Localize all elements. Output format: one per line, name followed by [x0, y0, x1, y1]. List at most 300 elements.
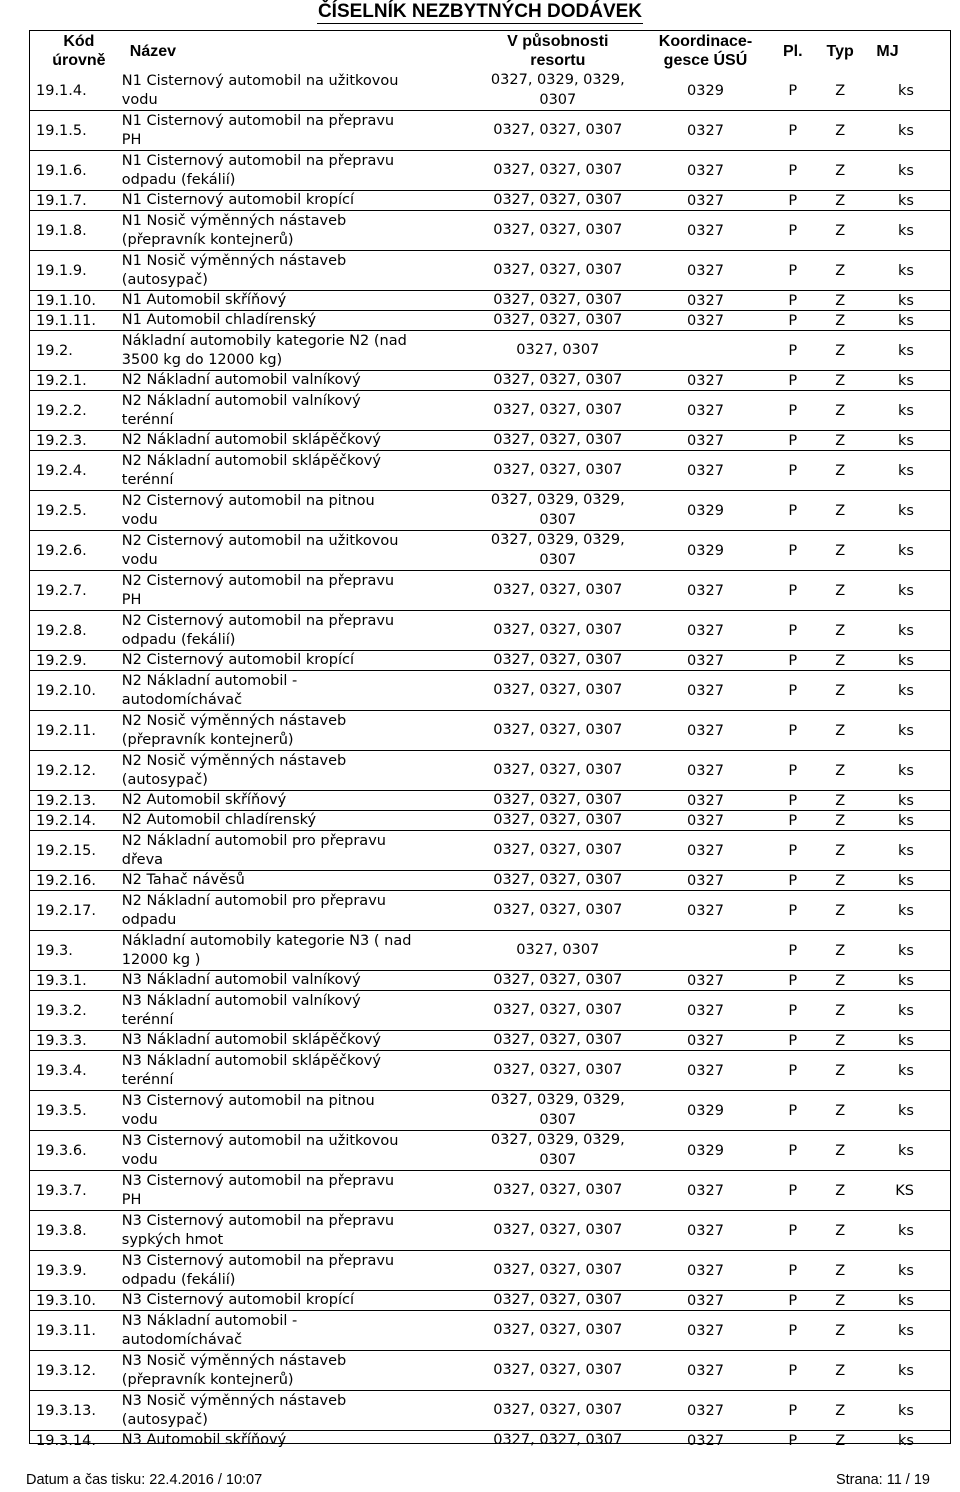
table-row: [30, 711, 950, 751]
row-pl: P: [788, 682, 798, 699]
row-mj: ks: [898, 222, 914, 239]
table-row: [30, 531, 950, 571]
row-resort: 0327, 0327, 0307: [493, 791, 623, 808]
row-typ: Z: [835, 292, 846, 309]
row-pl: P: [788, 1102, 798, 1119]
row-pl: P: [788, 502, 798, 519]
row-resort: 0327, 0329, 0329, 0307: [490, 492, 625, 528]
row-resort: 0327, 0327, 0307: [493, 1061, 623, 1078]
row-koordinace: 0327: [687, 1032, 724, 1049]
row-mj: ks: [898, 372, 914, 389]
page-footer: [26, 1472, 930, 1492]
row-mj: ks: [898, 1032, 914, 1049]
row-resort: 0327, 0329, 0329, 0307: [490, 1092, 625, 1128]
row-code: 19.3.11.: [36, 1322, 96, 1339]
row-koordinace: 0327: [687, 872, 724, 889]
row-pl: P: [788, 792, 798, 809]
row-name: N2 Nákladní automobil - autodomíchávač: [121, 672, 298, 708]
row-code: 19.2.16.: [36, 872, 96, 889]
row-pl: P: [788, 942, 798, 959]
table-row: [30, 891, 950, 931]
table-body: [30, 71, 950, 1451]
row-mj: ks: [898, 762, 914, 779]
row-typ: Z: [835, 312, 846, 329]
row-pl: P: [788, 192, 798, 209]
row-typ: Z: [835, 372, 846, 389]
row-code: 19.3.7.: [36, 1182, 87, 1199]
row-koordinace: 0327: [687, 402, 724, 419]
row-code: 19.2.1.: [36, 372, 87, 389]
row-resort: 0327, 0329, 0329, 0307: [490, 1132, 625, 1168]
row-name: N2 Cisternový automobil kropící: [121, 651, 354, 668]
row-code: 19.2.12.: [36, 762, 96, 779]
row-resort: 0327, 0329, 0329, 0307: [490, 532, 625, 568]
row-resort: 0327, 0327, 0307: [493, 191, 623, 208]
header-typ: Typ: [826, 42, 854, 60]
row-mj: ks: [898, 1222, 914, 1239]
table-row: [30, 1211, 950, 1251]
row-code: 19.3.12.: [36, 1362, 96, 1379]
row-mj: ks: [898, 432, 914, 449]
row-mj: ks: [898, 192, 914, 209]
row-mj: KS: [895, 1182, 914, 1199]
row-name: N3 Cisternový automobil na přepravu PH: [121, 1172, 395, 1208]
row-code: 19.3.9.: [36, 1262, 87, 1279]
table-row: [30, 311, 950, 331]
row-name: Nákladní automobily kategorie N3 ( nad 12000 kg ): [121, 932, 412, 968]
row-typ: Z: [835, 402, 846, 419]
row-code: 19.3.: [36, 942, 73, 959]
row-koordinace: 0327: [687, 1062, 724, 1079]
row-typ: Z: [835, 192, 846, 209]
row-typ: Z: [835, 652, 846, 669]
row-name: N3 Nákladní automobil valníkový: [121, 971, 361, 988]
row-pl: P: [788, 1433, 798, 1449]
row-pl: P: [788, 1142, 798, 1159]
row-mj: ks: [898, 1402, 914, 1419]
table-row: [30, 391, 950, 431]
row-typ: Z: [835, 1062, 846, 1079]
row-name: N2 Nákladní automobil sklápěčkový: [121, 431, 381, 448]
table-row: [30, 1351, 950, 1391]
row-mj: ks: [898, 1102, 914, 1119]
row-name: N3 Cisternový automobil na pitnou vodu: [121, 1092, 375, 1128]
row-koordinace: 0329: [687, 1142, 724, 1159]
row-name: N2 Cisternový automobil na přepravu odpadu (fekálií): [121, 612, 395, 648]
row-name: N1 Cisternový automobil kropící: [121, 191, 354, 208]
row-koordinace: 0327: [687, 432, 724, 449]
table-row: [30, 791, 950, 811]
row-resort: 0327, 0327, 0307: [493, 401, 623, 418]
row-name: Nákladní automobily kategorie N2 (nad 3500 kg do 12000 kg): [121, 332, 407, 368]
row-mj: ks: [898, 1433, 914, 1449]
row-pl: P: [788, 1032, 798, 1049]
row-resort: 0327, 0327, 0307: [493, 431, 623, 448]
row-typ: Z: [835, 1102, 846, 1119]
row-typ: Z: [835, 222, 846, 239]
header-mj: MJ: [876, 42, 899, 60]
table-row: [30, 211, 950, 251]
row-code: 19.1.11.: [36, 312, 96, 329]
row-mj: ks: [898, 122, 914, 139]
row-name: N3 Nosič výměnných nástaveb (přepravník kontejnerů): [121, 1352, 347, 1388]
row-koordinace: 0327: [687, 1292, 724, 1309]
row-koordinace: [645, 931, 767, 970]
row-name: N2 Nákladní automobil valníkový: [121, 371, 361, 388]
table-row: [30, 431, 950, 451]
row-pl: P: [788, 1222, 798, 1239]
table-row: [30, 71, 950, 111]
row-resort: 0327, 0327, 0307: [493, 621, 623, 638]
row-code: 19.2.2.: [36, 402, 87, 419]
row-name: N2 Cisternový automobil na pitnou vodu: [121, 492, 375, 528]
row-typ: Z: [835, 972, 846, 989]
table-row: [30, 1131, 950, 1171]
row-typ: Z: [835, 1402, 846, 1419]
row-name: N3 Nosič výměnných nástaveb (autosypač): [121, 1392, 347, 1428]
row-code: 19.2.: [36, 342, 73, 359]
row-koordinace: 0327: [687, 972, 724, 989]
row-typ: Z: [835, 122, 846, 139]
row-typ: Z: [835, 1322, 846, 1339]
row-mj: ks: [898, 502, 914, 519]
row-name: N3 Nákladní automobil sklápěčkový terénní: [121, 1052, 381, 1088]
row-resort: 0327, 0327, 0307: [493, 681, 623, 698]
row-mj: ks: [898, 1142, 914, 1159]
row-typ: Z: [835, 872, 846, 889]
row-pl: P: [788, 542, 798, 559]
row-pl: P: [788, 582, 798, 599]
row-typ: Z: [835, 432, 846, 449]
row-pl: P: [788, 972, 798, 989]
row-name: N1 Automobil skříňový: [121, 291, 287, 308]
row-koordinace: 0327: [687, 1402, 724, 1419]
row-code: 19.2.10.: [36, 682, 96, 699]
row-koordinace: 0329: [687, 542, 724, 559]
row-resort: 0327, 0327, 0307: [493, 1001, 623, 1018]
row-name: N1 Nosič výměnných nástaveb (autosypač): [121, 252, 347, 288]
row-typ: Z: [835, 1032, 846, 1049]
row-name: N2 Cisternový automobil na užitkovou vodu: [121, 532, 399, 568]
row-koordinace: 0327: [687, 902, 724, 919]
table-row: [30, 651, 950, 671]
row-koordinace: 0327: [687, 842, 724, 859]
row-code: 19.3.5.: [36, 1102, 87, 1119]
table-row: [30, 291, 950, 311]
row-resort: 0327, 0327, 0307: [493, 581, 623, 598]
row-typ: Z: [835, 812, 846, 829]
row-name: N2 Tahač návěsů: [121, 871, 245, 888]
row-typ: Z: [835, 82, 846, 99]
row-typ: Z: [835, 1362, 846, 1379]
table-row: [30, 571, 950, 611]
row-koordinace: 0329: [687, 1102, 724, 1119]
table-row: [30, 931, 950, 971]
row-resort: 0327, 0327, 0307: [493, 221, 623, 238]
row-pl: P: [788, 462, 798, 479]
table-row: [30, 1091, 950, 1131]
row-code: 19.2.3.: [36, 432, 87, 449]
row-koordinace: 0327: [687, 1322, 724, 1339]
row-koordinace: 0327: [687, 162, 724, 179]
row-resort: 0327, 0327, 0307: [493, 971, 623, 988]
row-koordinace: 0327: [687, 582, 724, 599]
row-koordinace: 0327: [687, 792, 724, 809]
row-koordinace: 0327: [687, 122, 724, 139]
row-resort: 0327, 0327, 0307: [493, 761, 623, 778]
row-typ: Z: [835, 342, 846, 359]
row-mj: ks: [898, 872, 914, 889]
row-resort: 0327, 0327, 0307: [493, 1401, 623, 1418]
row-mj: ks: [898, 1362, 914, 1379]
row-name: N3 Cisternový automobil na přepravu odpadu (fekálií): [121, 1252, 395, 1288]
table-header: [30, 31, 950, 71]
table-row: [30, 1251, 950, 1291]
row-mj: ks: [898, 972, 914, 989]
row-mj: ks: [898, 402, 914, 419]
row-resort: 0327, 0327, 0307: [493, 721, 623, 738]
row-resort: 0327, 0327, 0307: [493, 1321, 623, 1338]
row-koordinace: 0327: [687, 1002, 724, 1019]
print-timestamp: Datum a čas tisku: 22.4.2016 / 10:07: [26, 1472, 263, 1488]
row-name: N2 Nosič výměnných nástaveb (přepravník kontejnerů): [121, 712, 347, 748]
row-resort: 0327, 0329, 0329, 0307: [490, 72, 625, 108]
row-name: N1 Cisternový automobil na užitkovou vodu: [121, 72, 399, 108]
table-row: [30, 751, 950, 791]
table-row: [30, 451, 950, 491]
row-koordinace: 0327: [687, 372, 724, 389]
row-koordinace: 0327: [687, 192, 724, 209]
row-name: N2 Nákladní automobil valníkový terénní: [121, 392, 361, 428]
row-code: 19.2.8.: [36, 622, 87, 639]
row-code: 19.2.11.: [36, 722, 96, 739]
row-resort: 0327, 0327, 0307: [493, 311, 623, 328]
table-row: [30, 111, 950, 151]
row-mj: ks: [898, 1262, 914, 1279]
table-row: [30, 151, 950, 191]
row-code: 19.3.13.: [36, 1402, 96, 1419]
row-pl: P: [788, 402, 798, 419]
row-code: 19.2.17.: [36, 902, 96, 919]
page-title: [0, 0, 960, 26]
row-mj: ks: [898, 812, 914, 829]
row-name: N1 Automobil chladírenský: [121, 311, 317, 328]
row-code: 19.2.6.: [36, 542, 87, 559]
row-resort: 0327, 0327, 0307: [493, 1221, 623, 1238]
row-mj: ks: [898, 342, 914, 359]
row-name: N3 Cisternový automobil na přepravu sypkých hmot: [121, 1212, 395, 1248]
row-mj: ks: [898, 312, 914, 329]
row-mj: ks: [898, 622, 914, 639]
row-pl: P: [788, 722, 798, 739]
row-resort: 0327, 0327, 0307: [493, 291, 623, 308]
row-pl: P: [788, 1182, 798, 1199]
row-pl: P: [788, 872, 798, 889]
header-resort: V působnosti resortu: [507, 33, 609, 69]
row-koordinace: 0327: [687, 1362, 724, 1379]
row-mj: ks: [898, 162, 914, 179]
row-koordinace: 0327: [687, 1222, 724, 1239]
row-mj: ks: [898, 792, 914, 809]
row-typ: Z: [835, 1142, 846, 1159]
row-typ: Z: [835, 1433, 846, 1449]
row-mj: ks: [898, 652, 914, 669]
supplies-table: [29, 30, 951, 1449]
row-typ: Z: [835, 902, 846, 919]
page-number: Strana: 11 / 19: [835, 1472, 930, 1488]
row-code: 19.1.6.: [36, 162, 87, 179]
row-mj: ks: [898, 1292, 914, 1309]
row-koordinace: 0327: [687, 312, 724, 329]
row-code: 19.3.2.: [36, 1002, 87, 1019]
row-pl: P: [788, 312, 798, 329]
row-code: 19.2.9.: [36, 652, 87, 669]
row-mj: ks: [898, 292, 914, 309]
row-name: N3 Cisternový automobil na užitkovou vodu: [121, 1132, 399, 1168]
row-typ: Z: [835, 1292, 846, 1309]
table-row: [30, 1311, 950, 1351]
row-code: 19.1.9.: [36, 262, 87, 279]
row-koordinace: 0327: [687, 1262, 724, 1279]
row-typ: Z: [835, 462, 846, 479]
row-resort: 0327, 0327, 0307: [493, 841, 623, 858]
row-typ: Z: [835, 792, 846, 809]
header-koordinace: Koordinace- gesce ÚSÚ: [658, 33, 753, 69]
row-mj: ks: [898, 902, 914, 919]
row-code: 19.1.7.: [36, 192, 87, 209]
row-name: N3 Nákladní automobil valníkový terénní: [121, 992, 361, 1028]
row-pl: P: [788, 1062, 798, 1079]
row-typ: Z: [835, 1222, 846, 1239]
row-mj: ks: [898, 722, 914, 739]
row-pl: P: [788, 652, 798, 669]
row-typ: Z: [835, 842, 846, 859]
row-koordinace: 0327: [687, 462, 724, 479]
header-code: Kód úrovně: [52, 33, 106, 69]
row-code: 19.2.4.: [36, 462, 87, 479]
row-name: N2 Nákladní automobil pro přepravu dřeva: [121, 832, 386, 868]
row-pl: P: [788, 622, 798, 639]
row-pl: P: [788, 762, 798, 779]
row-typ: Z: [835, 542, 846, 559]
row-mj: ks: [898, 1062, 914, 1079]
row-pl: P: [788, 82, 798, 99]
row-mj: ks: [898, 1322, 914, 1339]
row-resort: 0327, 0327, 0307: [493, 1432, 623, 1449]
row-koordinace: 0329: [687, 82, 724, 99]
row-resort: 0327, 0307: [516, 341, 600, 358]
row-mj: ks: [898, 262, 914, 279]
table-row: [30, 831, 950, 871]
row-resort: 0327, 0327, 0307: [493, 461, 623, 478]
header-pl: Pl.: [782, 42, 803, 60]
row-resort: 0327, 0327, 0307: [493, 1291, 623, 1308]
row-koordinace: 0327: [687, 1182, 724, 1199]
table-row: [30, 991, 950, 1031]
row-mj: ks: [898, 582, 914, 599]
row-pl: P: [788, 162, 798, 179]
row-mj: ks: [898, 1002, 914, 1019]
row-name: N3 Automobil skříňový: [121, 1432, 287, 1449]
row-resort: 0327, 0327, 0307: [493, 1031, 623, 1048]
row-koordinace: 0329: [687, 502, 724, 519]
header-name: Název: [129, 42, 177, 60]
row-typ: Z: [835, 582, 846, 599]
row-koordinace: 0327: [687, 762, 724, 779]
row-name: N2 Nákladní automobil pro přepravu odpadu: [121, 892, 386, 928]
row-code: 19.2.14.: [36, 812, 96, 829]
row-pl: P: [788, 1362, 798, 1379]
row-mj: ks: [898, 82, 914, 99]
row-pl: P: [788, 842, 798, 859]
table-row: [30, 811, 950, 831]
row-pl: P: [788, 902, 798, 919]
row-code: 19.3.6.: [36, 1142, 87, 1159]
row-mj: ks: [898, 542, 914, 559]
table-row: [30, 1431, 950, 1451]
row-name: N1 Nosič výměnných nástaveb (přepravník kontejnerů): [121, 212, 347, 248]
row-pl: P: [788, 1322, 798, 1339]
row-code: 19.3.3.: [36, 1032, 87, 1049]
row-resort: 0327, 0327, 0307: [493, 1361, 623, 1378]
row-code: 19.2.13.: [36, 792, 96, 809]
row-pl: P: [788, 812, 798, 829]
row-code: 19.1.8.: [36, 222, 87, 239]
table-row: [30, 971, 950, 991]
row-code: 19.3.1.: [36, 972, 87, 989]
table-row: [30, 1051, 950, 1091]
row-typ: Z: [835, 1002, 846, 1019]
row-code: 19.3.10.: [36, 1292, 96, 1309]
row-typ: Z: [835, 682, 846, 699]
table-row: [30, 491, 950, 531]
row-typ: Z: [835, 622, 846, 639]
table-row: [30, 1291, 950, 1311]
row-typ: Z: [835, 1182, 846, 1199]
row-typ: Z: [835, 762, 846, 779]
row-code: 19.2.7.: [36, 582, 87, 599]
row-mj: ks: [898, 682, 914, 699]
row-koordinace: 0327: [687, 622, 724, 639]
row-code: 19.3.4.: [36, 1062, 87, 1079]
row-pl: P: [788, 372, 798, 389]
table-row: [30, 1171, 950, 1211]
row-mj: ks: [898, 942, 914, 959]
row-code: 19.1.4.: [36, 82, 87, 99]
row-pl: P: [788, 262, 798, 279]
row-pl: P: [788, 1292, 798, 1309]
row-koordinace: 0327: [687, 682, 724, 699]
row-koordinace: 0327: [687, 262, 724, 279]
row-code: 19.3.14.: [36, 1433, 96, 1449]
row-koordinace: 0327: [687, 812, 724, 829]
row-pl: P: [788, 122, 798, 139]
row-resort: 0327, 0327, 0307: [493, 1181, 623, 1198]
row-typ: Z: [835, 942, 846, 959]
row-koordinace: 0327: [687, 722, 724, 739]
row-koordinace: [645, 331, 767, 370]
row-typ: Z: [835, 722, 846, 739]
row-koordinace: 0327: [687, 652, 724, 669]
table-row: [30, 671, 950, 711]
row-name: N2 Automobil chladírenský: [121, 811, 317, 828]
row-typ: Z: [835, 502, 846, 519]
row-code: 19.1.5.: [36, 122, 87, 139]
row-name: N2 Nákladní automobil sklápěčkový terénní: [121, 452, 381, 488]
row-pl: P: [788, 432, 798, 449]
row-pl: P: [788, 292, 798, 309]
row-name: N3 Nákladní automobil - autodomíchávač: [121, 1312, 298, 1348]
